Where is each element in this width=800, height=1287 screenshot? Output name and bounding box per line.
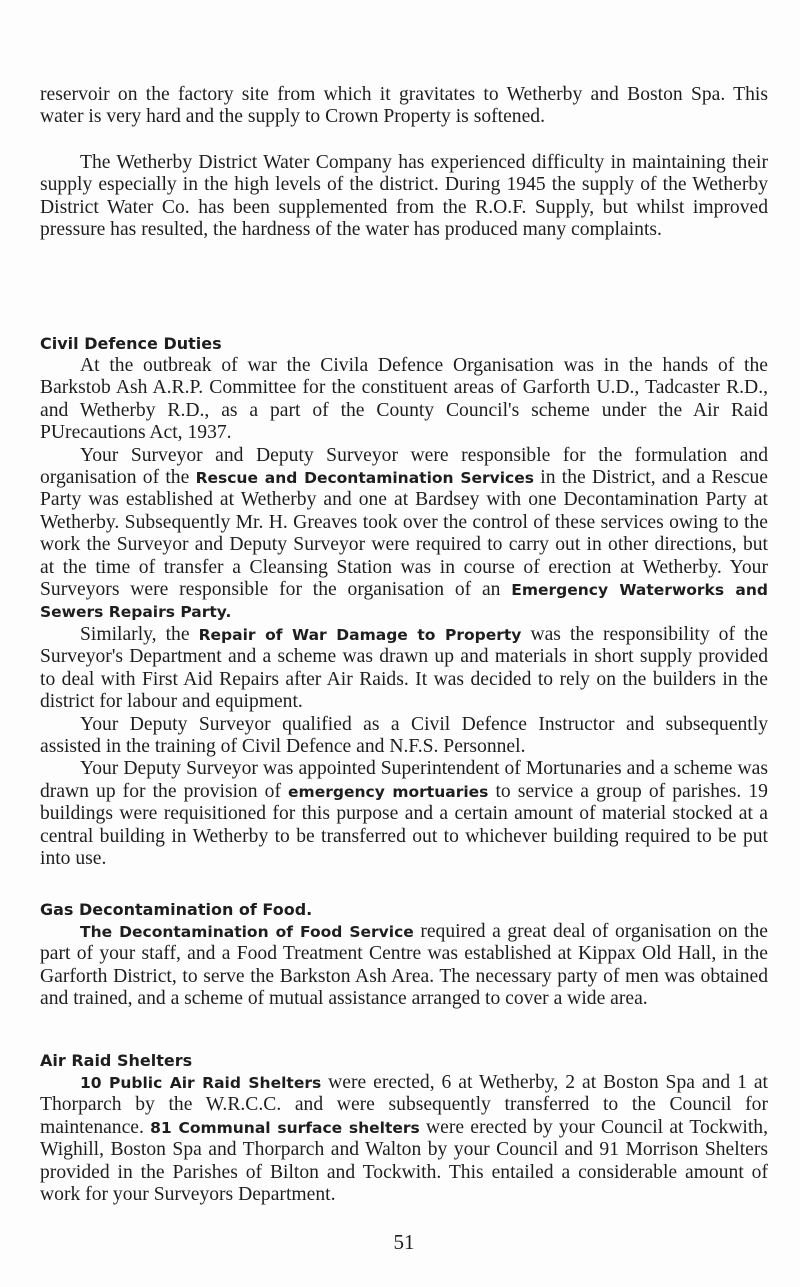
text-run: to service a group of parishes. 19 buildings were requisitioned for this purpose and a certain amount of material stocked at a central building in Wetherby to be transferred out to whichever building required to be put into use.	[40, 780, 768, 869]
paragraph-outbreak: At the outbreak of war the Civila Defence Organisation was in the hands of the Barkstob Ash A.R.P. Committee for the constituent areas of Garforth U.D., Tadcaster R.D., and Wetherby R.D., as a part of the County Council's scheme under the Air Raid PUrecautions Act, 1937.	[40, 355, 768, 444]
keyword-rescue-decontamination: Rescue and Decontamination Services	[195, 469, 534, 488]
keyword-war-damage: Repair of War Damage to Property	[198, 625, 522, 644]
heading-gas-decontamination: Gas Decontamination of Food.	[40, 900, 313, 919]
page-number: 51	[393, 1230, 415, 1254]
heading-air-raid-shelters: Air Raid Shelters	[40, 1051, 193, 1070]
heading-civil-defence: Civil Defence Duties	[40, 334, 222, 353]
text-run: Your Deputy Surveyor was appointed Superintendent of Mortunaries and a scheme was drawn up for the provision of	[40, 758, 768, 802]
keyword-communal-shelters: 81 Communal surface shelters	[150, 1118, 420, 1137]
paragraph-instructor: Your Deputy Surveyor qualified as a Civil Defence Instructor and subsequently assisted in the training of Civil Defence and N.F.S. Personnel.	[40, 713, 768, 757]
section-civil-defence	[40, 333, 768, 870]
keyword-decontamination-food: The Decontamination of Food Service	[80, 923, 414, 941]
text-run: required a great deal of organisation on the part of your staff, and a Food Treatment Centre was established at Kippax Old Hall, in the Garforth District, to serve the Barkston Ash Area. The necessary party of men was obtained and trained, and a scheme of mutual assistance arranged to cover a wide area.	[40, 921, 768, 1010]
section-gas-decontamination	[40, 899, 768, 1011]
section-air-raid-shelters	[40, 1050, 768, 1206]
text-run: Your Surveyor and Deputy Surveyor were responsible for the formulation and organisation of the	[40, 444, 768, 489]
keyword-public-shelters: 10 Public Air Raid Shelters	[80, 1074, 322, 1092]
text-run: were erected by your Council at Tockwith, Wighill, Boston Spa and Thorparch and Walton by your Council and 91 Morrison Shelters provided in the Parishes of Bilton and Tockwith. This entailed a considerable amount of work for your Surveyors Department.	[40, 1116, 768, 1206]
paragraph-food-service	[40, 921, 768, 1011]
keyword-emergency-waterworks: Emergency Waterworks and Sewers Repairs Party.	[40, 581, 768, 622]
text-run: Similarly, the	[80, 623, 190, 645]
paragraph-rescue-services	[40, 445, 768, 624]
text-run: was the responsibility of the Surveyor's Department and a scheme was drawn up and materials in short supply provided to deal with First Aid Repairs after Air Raids. It was decided to rely on the builders in the district for labour and equipment.	[40, 623, 768, 713]
text-run: were erected, 6 at Wetherby, 2 at Boston Spa and 1 at Thorparch by the W.R.C.C. and were subsequently transferred to the Council for maintenance.	[40, 1072, 768, 1138]
section-water-company	[40, 152, 768, 242]
paragraph-mortuaries	[40, 758, 768, 870]
paragraph-water-company: The Wetherby District Water Company has experienced difficulty in maintaining their supply especially in the high levels of the district. During 1945 the supply of the Wetherby District Water Co. has been supplemented from the R.O.F. Supply, but whilst improved pressure has resulted, the hardness of the water has produced many complaints.	[40, 152, 768, 241]
paragraph-reservoir: reservoir on the factory site from which it gravitates to Wetherby and Boston Spa. This water is very hard and the supply to Crown Property is softened.	[40, 84, 768, 128]
text-run: in the District, and a Rescue Party was established at Wetherby and one at Bardsey with one Decontamination Party at Wetherby. Subsequently Mr. H. Greaves took over the control of these services owing to the work the Surveyor and Deputy Surveyor were required to carry out in other directions, but at the time of transfer a Cleansing Station was in course of erection at Wetherby. Your Surveyors were responsible for the organisation of an	[40, 467, 768, 601]
paragraph-war-damage	[40, 624, 768, 714]
keyword-emergency-mortuaries: emergency mortuaries	[288, 782, 489, 801]
paragraph-shelters	[40, 1072, 768, 1206]
